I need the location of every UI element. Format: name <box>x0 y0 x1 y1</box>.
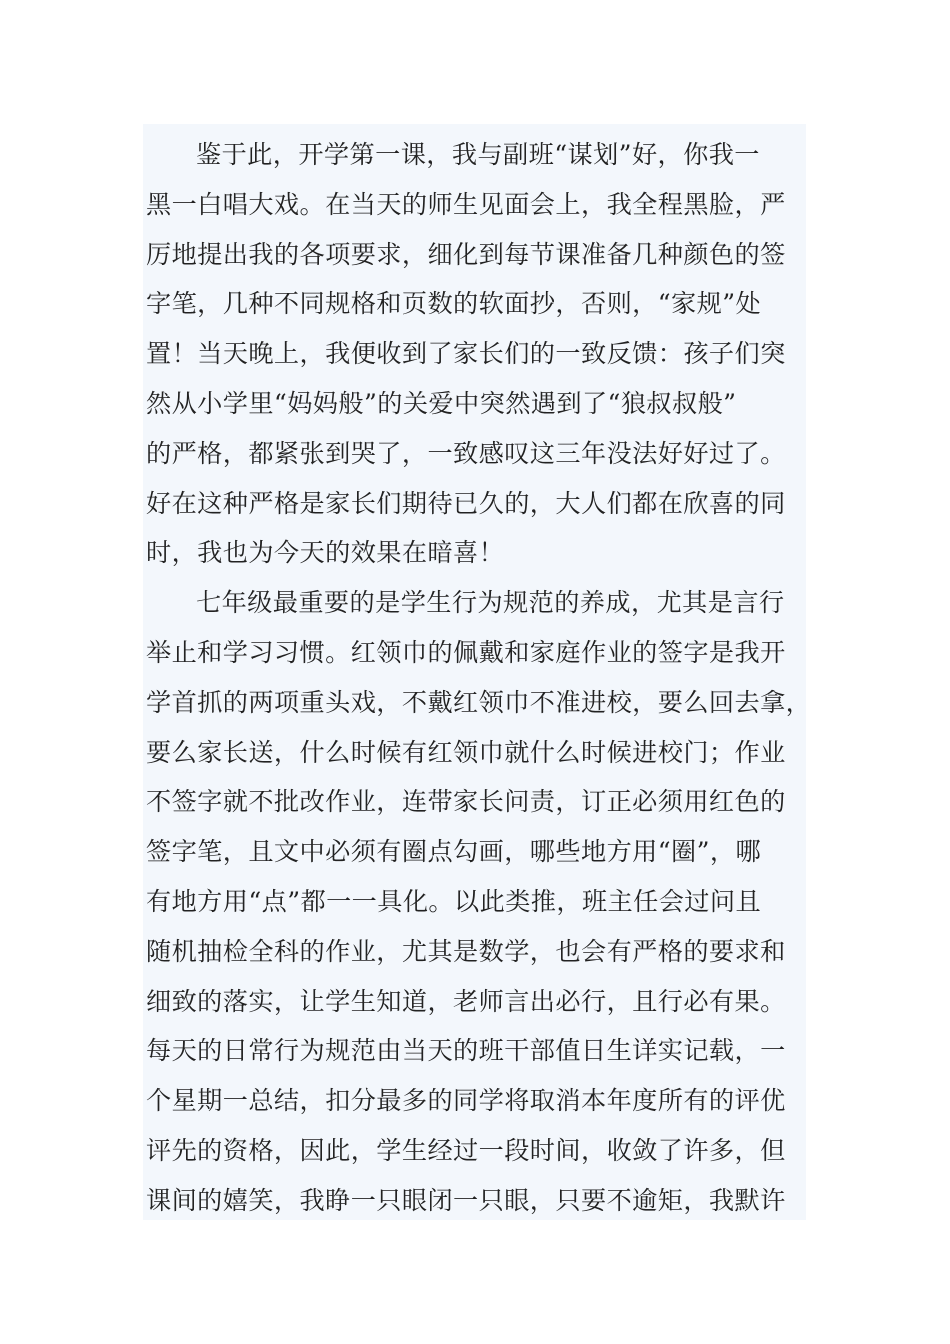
text-line: 好在这种严格是家长们期待已久的，大人们都在欣喜的同 <box>146 488 786 518</box>
body-text-block <box>143 124 812 1220</box>
text-line: 七年级最重要的是学生行为规范的养成，尤其是言行 <box>196 588 785 618</box>
text-line: 个星期一总结，扣分最多的同学将取消本年度所有的评优 <box>146 1086 786 1116</box>
text-line: 有地方用“点”都一一具化。以此类推，班主任会过问且 <box>146 886 762 916</box>
text-line: 然从小学里“妈妈般”的关爱中突然遇到了“狼叔叔般” <box>146 388 737 418</box>
text-line: 厉地提出我的各项要求，细化到每节课准备几种颜色的签 <box>146 239 786 269</box>
text-line: 的严格，都紧张到哭了，一致感叹这三年没法好好过了。 <box>146 438 786 468</box>
text-line: 不签字就不批改作业，连带家长问责，订正必须用红色的 <box>146 787 786 817</box>
text-line: 字笔，几种不同规格和页数的软面抄，否则，“家规”处 <box>146 289 762 319</box>
text-line: 评先的资格，因此，学生经过一段时间，收敛了许多，但 <box>146 1135 786 1165</box>
text-line: 要么家长送，什么时候有红领巾就什么时候进校门；作业 <box>146 737 786 767</box>
text-line: 时，我也为今天的效果在暗喜！ <box>146 538 505 568</box>
text-line: 每天的日常行为规范由当天的班干部值日生详实记载，一 <box>146 1036 786 1066</box>
text-line: 签字笔，且文中必须有圈点勾画，哪些地方用“圈”，哪 <box>146 837 762 867</box>
text-line: 举止和学习习惯。红领巾的佩戴和家庭作业的签字是我开 <box>146 637 786 667</box>
text-line: 细致的落实，让学生知道，老师言出必行，且行必有果。 <box>146 986 786 1016</box>
text-line: 课间的嬉笑，我睁一只眼闭一只眼，只要不逾矩，我默许 <box>146 1185 786 1215</box>
text-line: 随机抽检全科的作业，尤其是数学，也会有严格的要求和 <box>146 936 786 966</box>
text-line: 置！当天晚上，我便收到了家长们的一致反馈：孩子们突 <box>146 339 786 369</box>
text-line: 学首抓的两项重头戏，不戴红领巾不准进校，要么回去拿， <box>146 687 812 717</box>
text-line: 鉴于此，开学第一课，我与副班“谋划”好，你我一 <box>196 140 760 169</box>
text-line: 黑一白唱大戏。在当天的师生见面会上，我全程黑脸，严 <box>146 189 786 219</box>
